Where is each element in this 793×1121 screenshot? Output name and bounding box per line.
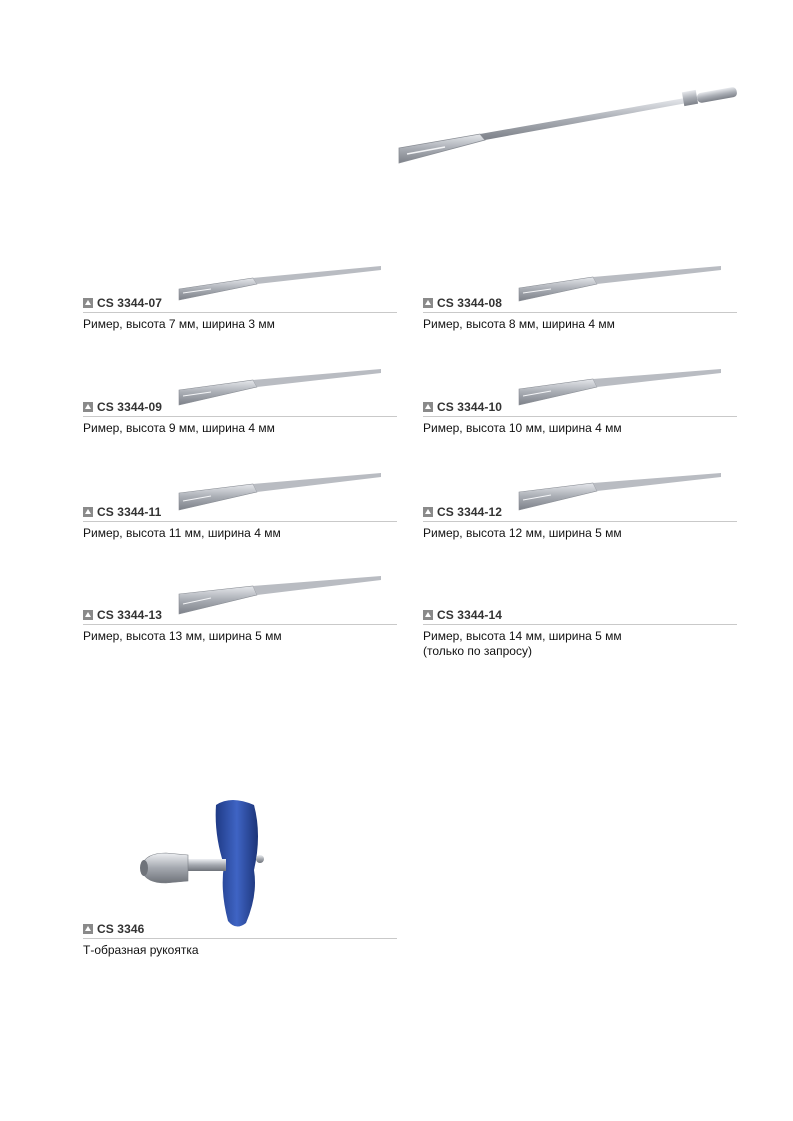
product-code <box>83 922 144 936</box>
triangle-icon <box>423 507 433 517</box>
product-code <box>83 608 162 622</box>
product-description: Т-образная рукоятка <box>83 943 199 957</box>
product-description: Ример, высота 10 мм, ширина 4 мм <box>423 421 622 435</box>
product-code <box>83 400 162 414</box>
product-code-row <box>423 400 737 417</box>
product-description: Ример, высота 11 мм, ширина 4 мм <box>83 526 281 540</box>
product-code <box>423 505 502 519</box>
product-code-row <box>83 296 397 313</box>
triangle-icon <box>83 924 93 934</box>
triangle-icon <box>83 610 93 620</box>
product-code-row <box>423 296 737 313</box>
product-code <box>83 296 162 310</box>
product-code-row <box>83 400 397 417</box>
triangle-icon <box>423 402 433 412</box>
product-description: Ример, высота 12 мм, ширина 5 мм <box>423 526 622 540</box>
product-code-row <box>83 608 397 625</box>
product-code <box>423 608 502 622</box>
triangle-icon <box>83 298 93 308</box>
product-code-text: CS 3344-11 <box>97 505 162 519</box>
product-description: Ример, высота 9 мм, ширина 4 мм <box>83 421 275 435</box>
product-description: Ример, высота 7 мм, ширина 3 мм <box>83 317 275 331</box>
triangle-icon <box>83 507 93 517</box>
product-description: Ример, высота 8 мм, ширина 4 мм <box>423 317 615 331</box>
product-note: (только по запросу) <box>423 644 532 658</box>
product-code-text: CS 3344-09 <box>97 400 163 414</box>
triangle-icon <box>423 610 433 620</box>
product-code-text: CS 3344-07 <box>97 296 163 310</box>
triangle-icon <box>83 402 93 412</box>
product-code <box>423 400 502 414</box>
product-description: Ример, высота 14 мм, ширина 5 мм <box>423 629 622 643</box>
product-code-text: CS 3344-12 <box>437 505 503 519</box>
product-code <box>83 505 161 519</box>
reamer-instrument-image <box>385 78 745 178</box>
product-code-text: CS 3344-13 <box>97 608 163 622</box>
product-code-text: CS 3346 <box>97 922 145 936</box>
product-code-row <box>83 922 397 939</box>
product-code-row <box>423 608 737 625</box>
product-code-text: CS 3344-10 <box>437 400 503 414</box>
product-code <box>423 296 502 310</box>
t-handle-image <box>136 795 276 935</box>
product-description: Ример, высота 13 мм, ширина 5 мм <box>83 629 282 643</box>
product-code-text: CS 3344-08 <box>437 296 503 310</box>
triangle-icon <box>423 298 433 308</box>
product-code-row <box>83 505 397 522</box>
product-code-row <box>423 505 737 522</box>
product-code-text: CS 3344-14 <box>437 608 503 622</box>
